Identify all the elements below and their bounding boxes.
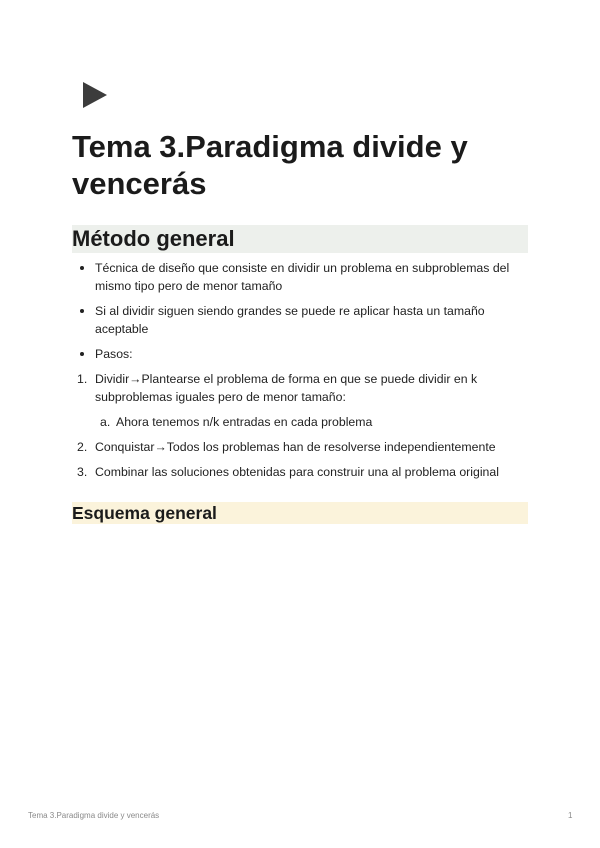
bullet-item: Pasos: [72, 345, 528, 363]
bullet-item: Si al dividir siguen siendo grandes se puede re aplicar hasta un tamaño aceptable [72, 302, 528, 338]
list-marker: 2. [77, 440, 88, 454]
list-marker: 1. [77, 372, 88, 386]
content-list [72, 259, 528, 481]
footer-page-number: 1 [568, 811, 573, 820]
page-title: Tema 3.Paradigma divide y vencerás [72, 129, 468, 201]
numbered-item: 3. Combinar las soluciones obtenidas para construir una al problema original [77, 465, 499, 479]
list-marker: a. [100, 415, 111, 429]
sub-item: a. Ahora tenemos n/k entradas en cada problema [100, 415, 373, 429]
section-heading-text: Esquema general [72, 503, 217, 523]
footer-document-title: Tema 3.Paradigma divide y vencerás [28, 811, 160, 820]
numbered-item: 2. Conquistar→Todos los problemas han de resolverse independientemente [77, 440, 496, 454]
play-triangle-icon [82, 82, 108, 108]
section-heading-esquema-general [72, 502, 528, 524]
bullet-item: Técnica de diseño que consiste en dividir un problema en subproblemas del mismo tipo pero de menor tamaño [72, 259, 528, 295]
section-heading-metodo-general [72, 225, 528, 253]
list-marker: 3. [77, 465, 88, 479]
section-heading-text: Método general [72, 226, 235, 251]
numbered-item: 1. Dividir→Plantearse el problema de forma en que se puede dividir en k subproblemas iguales pero de menor tamaño: [77, 372, 478, 404]
